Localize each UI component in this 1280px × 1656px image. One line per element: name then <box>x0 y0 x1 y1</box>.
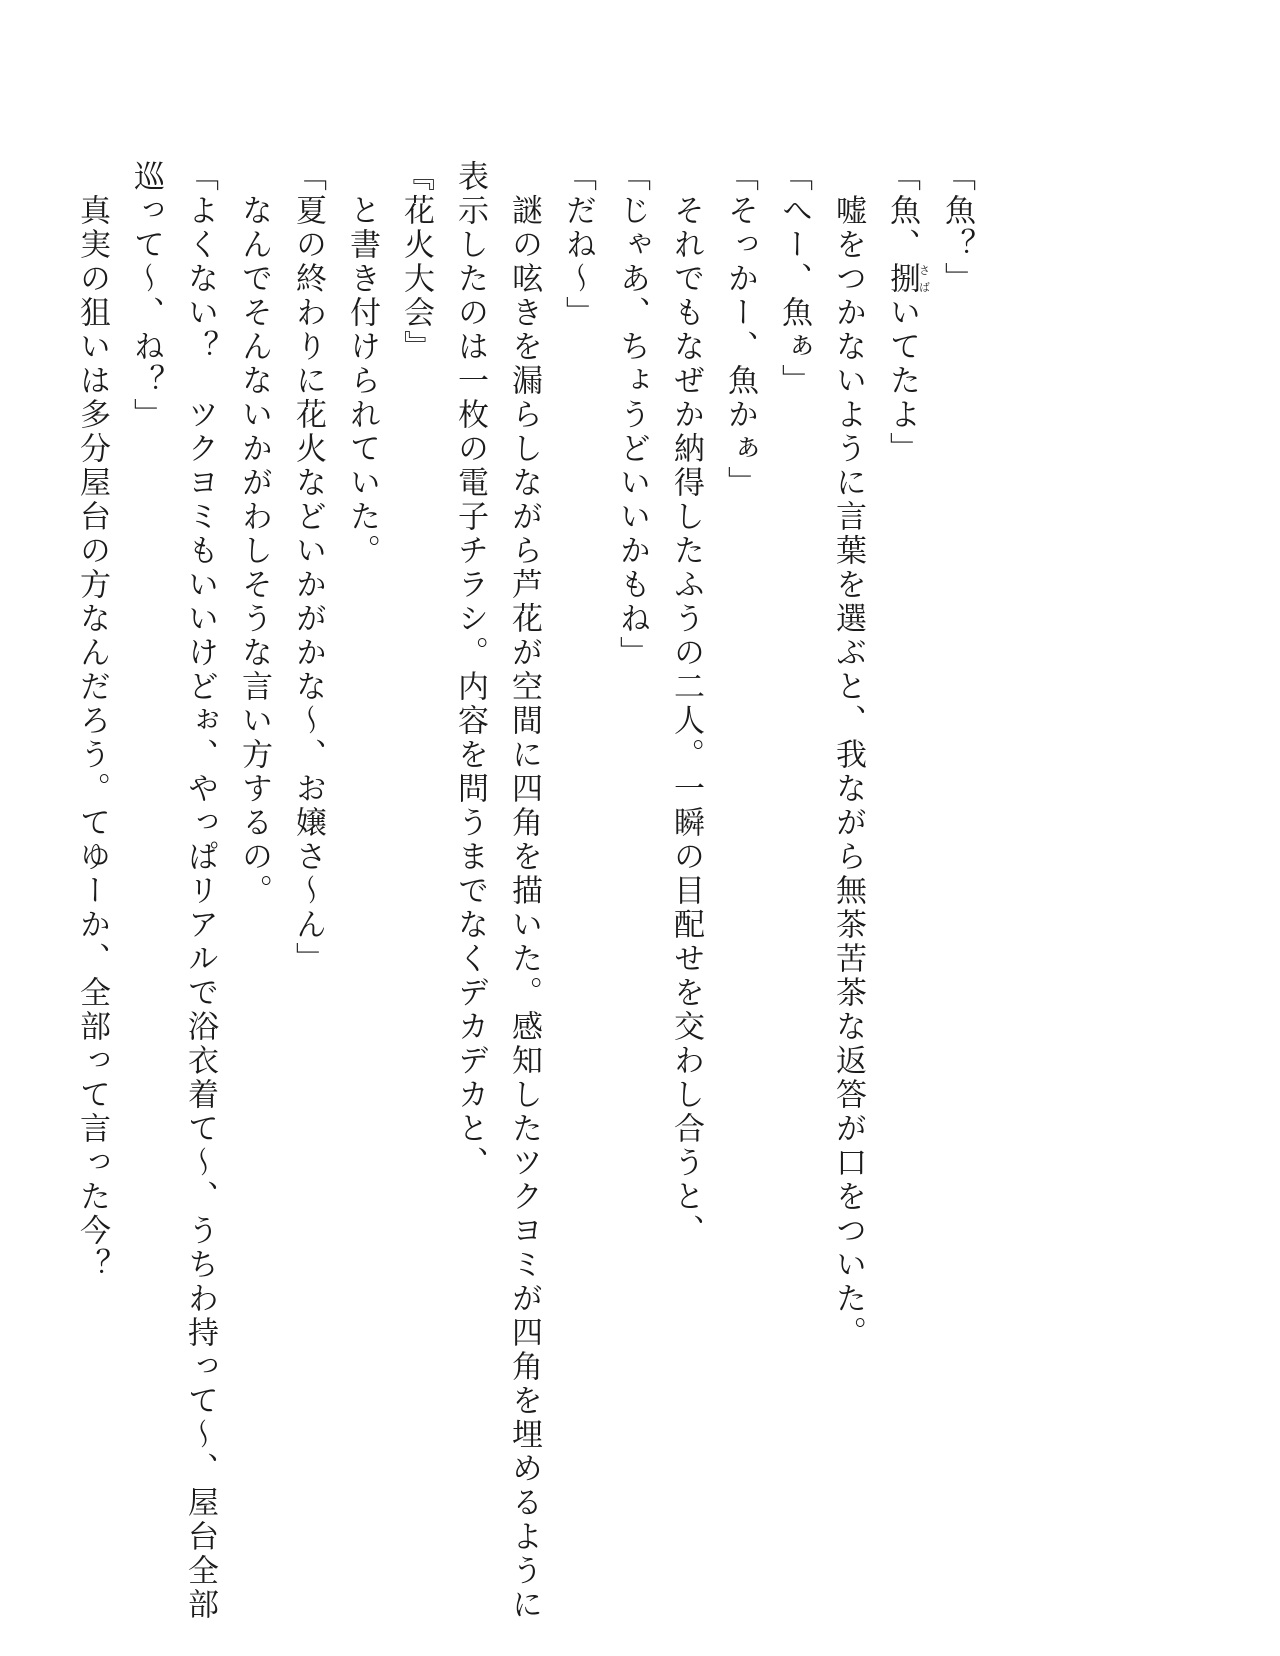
text-line: 「だね～」 <box>560 160 596 330</box>
text-line: と書き付けられていた。 <box>344 194 380 568</box>
line-segment: いてたよ」 <box>884 296 920 466</box>
text-line-with-ruby <box>875 160 930 1500</box>
text-line: 巡って～、ね？」 <box>128 160 164 432</box>
text-line: 表示したのは一枚の電子チラシ。内容を問うまでなくデカデカと、 <box>452 160 488 1180</box>
ruby-reading: さば <box>917 262 931 296</box>
text-line: 『花火大会』 <box>398 160 434 364</box>
ruby-base: 捌 <box>884 262 920 296</box>
text-line: 「じゃあ、ちょうどいいかもね」 <box>614 160 650 670</box>
text-line: 嘘をつかないように言葉を選ぶと、我ながら無茶苦茶な返答が口をついた。 <box>830 194 866 1350</box>
text-line: 謎の呟きを漏らしながら芦花が空間に四角を描いた。感知したツクヨミが四角を埋めるように <box>506 194 542 1622</box>
text-line: 「よくない？ ツクヨミもいいけどぉ、やっぱリアルで浴衣着て～、うちわ持って～、屋台全部 <box>182 160 218 1622</box>
text-line: 「へー、魚ぁ」 <box>776 160 812 398</box>
furigana-ruby <box>884 262 931 296</box>
text-line: 「夏の終わりに花火などいかがかな～、お嬢さ～ん」 <box>290 160 326 976</box>
text-line: 真実の狙いは多分屋台の方なんだろう。てゆーか、全部って言った今？ <box>74 194 110 1282</box>
vertical-text-body <box>65 160 984 1622</box>
text-line: それでもなぜか納得したふうの二人。一瞬の目配せを交わし合うと、 <box>668 194 704 1248</box>
line-segment: 「魚、 <box>884 160 920 262</box>
text-line: 「魚？」 <box>939 160 975 296</box>
text-line: 「そっかー、魚かぁ」 <box>722 160 758 500</box>
text-line: なんでそんないかがわしそうな言い方するの。 <box>236 194 272 908</box>
